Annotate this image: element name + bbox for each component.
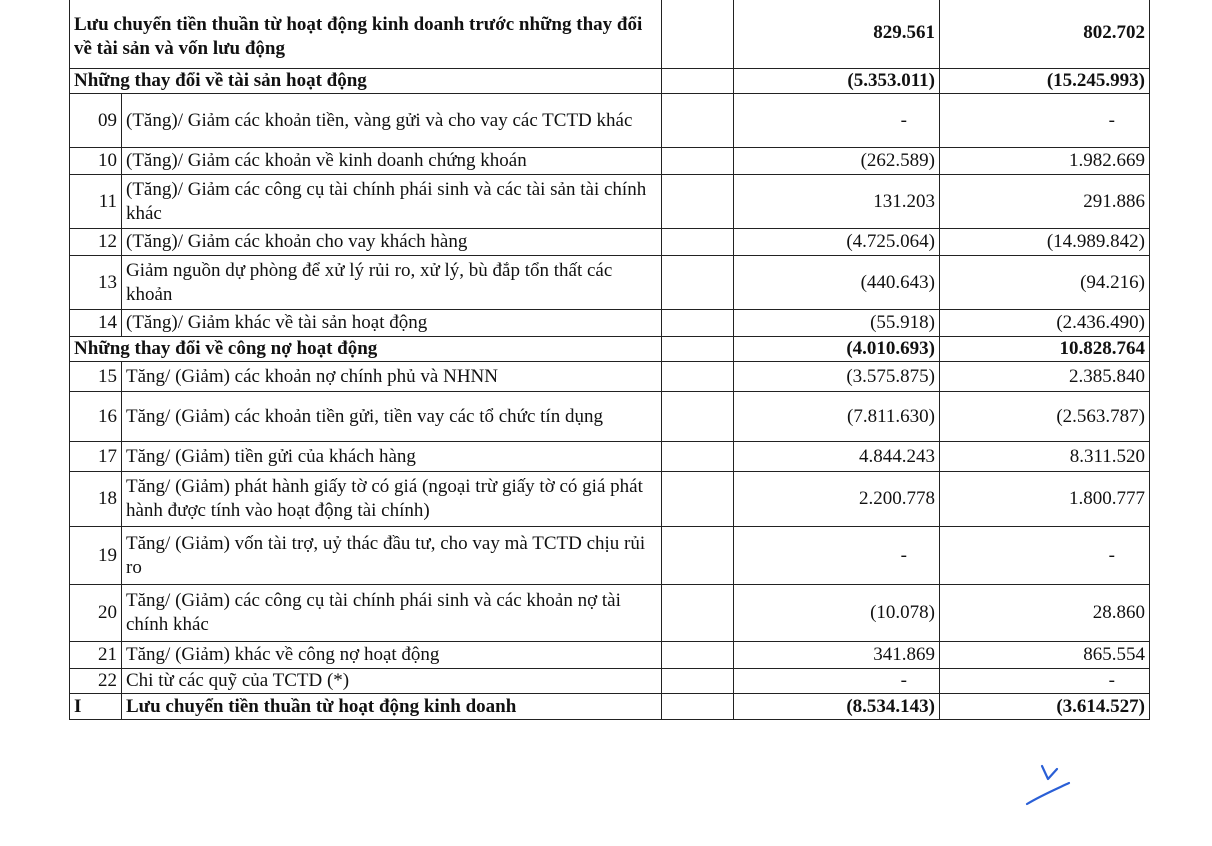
note-cell	[662, 256, 734, 310]
row-prior: -	[940, 94, 1150, 148]
note-cell	[662, 0, 734, 69]
row-prior: 8.311.520	[940, 442, 1150, 472]
row-prior: 1.800.777	[940, 472, 1150, 527]
row-code: 20	[70, 585, 122, 642]
handwritten-check-icon	[1024, 762, 1076, 808]
table-row	[70, 256, 1150, 310]
table-row	[70, 642, 1150, 669]
note-cell	[662, 175, 734, 229]
note-cell	[662, 69, 734, 94]
row-prior: 28.860	[940, 585, 1150, 642]
row-current: (262.589)	[734, 148, 940, 175]
row-label: (Tăng)/ Giảm các khoản tiền, vàng gửi và cho vay các TCTD khác	[122, 94, 662, 148]
row-prior: (14.989.842)	[940, 229, 1150, 256]
row-current: (3.575.875)	[734, 362, 940, 392]
note-cell	[662, 472, 734, 527]
row-code: 13	[70, 256, 122, 310]
note-cell	[662, 669, 734, 694]
row-label: Giảm nguồn dự phòng để xử lý rủi ro, xử lý, bù đắp tổn thất các khoản	[122, 256, 662, 310]
row-prior: (2.563.787)	[940, 392, 1150, 442]
row-current: 131.203	[734, 175, 940, 229]
section-head-current: 829.561	[734, 0, 940, 69]
row-prior: 291.886	[940, 175, 1150, 229]
section-head-prior: 802.702	[940, 0, 1150, 69]
row-current: -	[734, 94, 940, 148]
section-head-label: Lưu chuyển tiền thuần từ hoạt động kinh doanh trước những thay đổi về tài sản và vốn lưu động	[70, 0, 662, 69]
row-label: (Tăng)/ Giảm các khoản về kinh doanh chứng khoán	[122, 148, 662, 175]
table-row	[70, 362, 1150, 392]
row-prior: -	[940, 669, 1150, 694]
liabilities-group-label: Những thay đổi về công nợ hoạt động	[70, 337, 662, 362]
row-code: 17	[70, 442, 122, 472]
row-prior: -	[940, 527, 1150, 585]
row-current: -	[734, 669, 940, 694]
note-cell	[662, 310, 734, 337]
row-code: 10	[70, 148, 122, 175]
cash-flow-table	[69, 0, 1150, 720]
row-current: 2.200.778	[734, 472, 940, 527]
note-cell	[662, 392, 734, 442]
table-row	[70, 148, 1150, 175]
row-current: (7.811.630)	[734, 392, 940, 442]
liabilities-group-current: (4.010.693)	[734, 337, 940, 362]
row-label: Tăng/ (Giảm) tiền gửi của khách hàng	[122, 442, 662, 472]
row-code: 09	[70, 94, 122, 148]
row-current: -	[734, 527, 940, 585]
row-code: 16	[70, 392, 122, 442]
row-current: (440.643)	[734, 256, 940, 310]
table-row	[70, 442, 1150, 472]
row-code: 22	[70, 669, 122, 694]
total-code: I	[70, 694, 122, 720]
total-label: Lưu chuyển tiền thuần từ hoạt động kinh doanh	[122, 694, 662, 720]
row-code: 19	[70, 527, 122, 585]
assets-group-current: (5.353.011)	[734, 69, 940, 94]
table-row	[70, 527, 1150, 585]
row-label: Tăng/ (Giảm) vốn tài trợ, uỷ thác đầu tư, cho vay mà TCTD chịu rủi ro	[122, 527, 662, 585]
table-row	[70, 229, 1150, 256]
row-code: 15	[70, 362, 122, 392]
row-current: 4.844.243	[734, 442, 940, 472]
row-label: (Tăng)/ Giảm khác về tài sản hoạt động	[122, 310, 662, 337]
note-cell	[662, 442, 734, 472]
note-cell	[662, 585, 734, 642]
note-cell	[662, 337, 734, 362]
row-prior: (2.436.490)	[940, 310, 1150, 337]
assets-group-label: Những thay đổi về tài sản hoạt động	[70, 69, 662, 94]
row-current: 341.869	[734, 642, 940, 669]
table-row	[70, 669, 1150, 694]
note-cell	[662, 148, 734, 175]
table-row	[70, 310, 1150, 337]
row-label: Tăng/ (Giảm) các công cụ tài chính phái sinh và các khoản nợ tài chính khác	[122, 585, 662, 642]
row-code: 14	[70, 310, 122, 337]
row-label: Chi từ các quỹ của TCTD (*)	[122, 669, 662, 694]
row-prior: 865.554	[940, 642, 1150, 669]
row-prior: 2.385.840	[940, 362, 1150, 392]
liabilities-group-row	[70, 337, 1150, 362]
total-current: (8.534.143)	[734, 694, 940, 720]
row-label: Tăng/ (Giảm) các khoản nợ chính phủ và NHNN	[122, 362, 662, 392]
total-row	[70, 694, 1150, 720]
note-cell	[662, 94, 734, 148]
table-row	[70, 392, 1150, 442]
note-cell	[662, 642, 734, 669]
row-code: 12	[70, 229, 122, 256]
row-label: Tăng/ (Giảm) khác về công nợ hoạt động	[122, 642, 662, 669]
row-label: (Tăng)/ Giảm các khoản cho vay khách hàng	[122, 229, 662, 256]
total-prior: (3.614.527)	[940, 694, 1150, 720]
row-prior: 1.982.669	[940, 148, 1150, 175]
row-prior: (94.216)	[940, 256, 1150, 310]
row-code: 18	[70, 472, 122, 527]
table-row	[70, 94, 1150, 148]
assets-group-prior: (15.245.993)	[940, 69, 1150, 94]
row-current: (4.725.064)	[734, 229, 940, 256]
table-row	[70, 175, 1150, 229]
section-head-row	[70, 0, 1150, 69]
note-cell	[662, 527, 734, 585]
liabilities-group-prior: 10.828.764	[940, 337, 1150, 362]
note-cell	[662, 229, 734, 256]
row-current: (10.078)	[734, 585, 940, 642]
row-label: (Tăng)/ Giảm các công cụ tài chính phái sinh và các tài sản tài chính khác	[122, 175, 662, 229]
row-label: Tăng/ (Giảm) phát hành giấy tờ có giá (ngoại trừ giấy tờ có giá phát hành được tính vào hoạt động tài chính)	[122, 472, 662, 527]
row-code: 21	[70, 642, 122, 669]
row-label: Tăng/ (Giảm) các khoản tiền gửi, tiền vay các tổ chức tín dụng	[122, 392, 662, 442]
row-current: (55.918)	[734, 310, 940, 337]
assets-group-row	[70, 69, 1150, 94]
table-row	[70, 472, 1150, 527]
note-cell	[662, 694, 734, 720]
row-code: 11	[70, 175, 122, 229]
note-cell	[662, 362, 734, 392]
table-row	[70, 585, 1150, 642]
